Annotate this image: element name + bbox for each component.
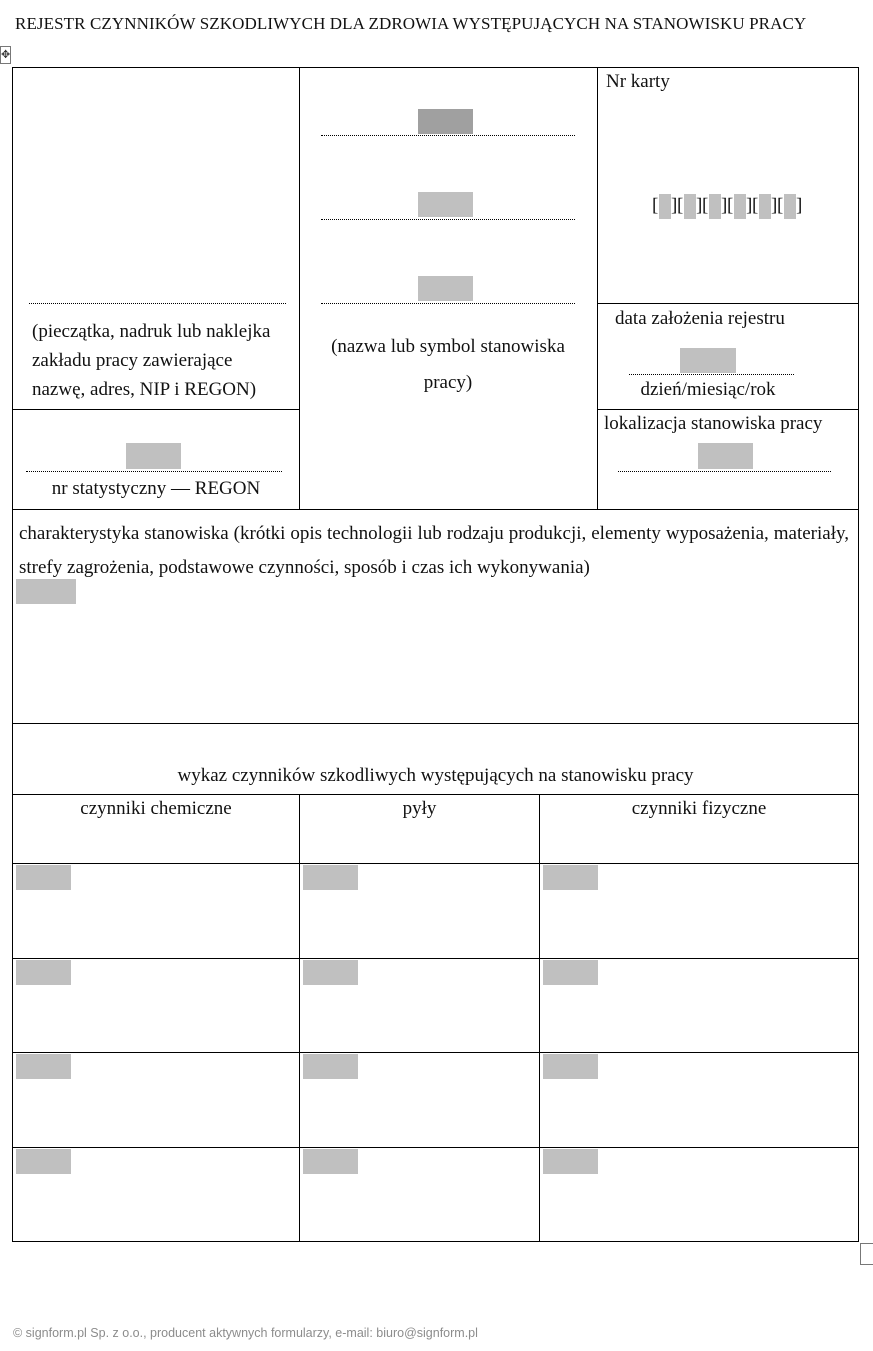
- table-border-colhead-bottom: [12, 863, 859, 864]
- card-bracket-open: [: [752, 195, 759, 216]
- card-number-digits: [652, 193, 812, 225]
- card-bracket-open: [: [702, 195, 709, 216]
- position-name-field-2[interactable]: [418, 192, 473, 217]
- column-header-chemical: czynniki chemiczne: [80, 798, 232, 819]
- table-border-row2-bottom: [12, 1052, 859, 1053]
- stamp-caption: (pieczątka, nadruk lub naklejka zakładu pracy zawierające nazwę, adres, NIP i REGON): [32, 321, 271, 400]
- table-border-left: [12, 67, 13, 1242]
- position-caption: (nazwa lub symbol stanowiska pracy): [331, 336, 565, 393]
- location-label: lokalizacja stanowiska pracy: [604, 413, 823, 434]
- card-digit-field-3[interactable]: [709, 194, 721, 219]
- location-field[interactable]: [698, 443, 753, 469]
- chemical-factor-field-1[interactable]: [16, 865, 71, 890]
- card-bracket-close: ]: [671, 195, 678, 216]
- column-header-physical: czynniki fizyczne: [631, 798, 767, 819]
- regon-caption: nr statystyczny — REGON: [51, 478, 261, 499]
- chemical-factor-field-3[interactable]: [16, 1054, 71, 1079]
- card-bracket-open: [: [677, 195, 684, 216]
- date-caption: dzień/miesiąc/rok: [640, 379, 776, 400]
- table-border-header-col2: [597, 67, 598, 510]
- physical-factor-field-1[interactable]: [543, 865, 598, 890]
- chemical-factor-field-2[interactable]: [16, 960, 71, 985]
- dust-factor-field-3[interactable]: [303, 1054, 358, 1079]
- regon-dotted-line: [26, 471, 282, 472]
- factors-heading: wykaz czynników szkodliwych występujących na stanowisku pracy: [177, 765, 694, 786]
- card-digit-field-5[interactable]: [759, 194, 771, 219]
- card-bracket-close: ]: [771, 195, 778, 216]
- location-dotted-line: [618, 471, 831, 472]
- position-dotted-line-3: [321, 303, 575, 304]
- table-border-factors-col2: [539, 794, 540, 1242]
- card-digit-field-1[interactable]: [659, 194, 671, 219]
- table-border-row3-bottom: [12, 1147, 859, 1148]
- footer-copyright: © signform.pl Sp. z o.o., producent aktywnych formularzy, e-mail: biuro@signform.pl: [13, 1326, 478, 1340]
- table-border-row1-bottom: [12, 958, 859, 959]
- date-label: data założenia rejestru: [615, 308, 785, 329]
- table-border-factors-col1: [299, 794, 300, 1242]
- date-field[interactable]: [680, 348, 736, 373]
- card-bracket-open: [: [652, 195, 659, 216]
- dust-factor-field-2[interactable]: [303, 960, 358, 985]
- physical-factor-field-4[interactable]: [543, 1149, 598, 1174]
- table-border-header-col1: [299, 67, 300, 510]
- card-bracket-close: ]: [721, 195, 728, 216]
- card-digit-field-6[interactable]: [784, 194, 796, 219]
- position-dotted-line-1: [321, 135, 575, 136]
- table-border-bottom: [12, 1241, 859, 1242]
- position-dotted-line-2: [321, 219, 575, 220]
- table-resize-handle[interactable]: [860, 1243, 873, 1265]
- position-name-field-3[interactable]: [418, 276, 473, 301]
- dust-factor-field-1[interactable]: [303, 865, 358, 890]
- characteristics-label: charakterystyka stanowiska (krótki opis technologii lub rodzaju produkcji, elementy wyposażenia, materiały, strefy zagrożenia, podstawowe czynności, sposób i czas ich wykonywania): [19, 523, 849, 578]
- move-cross-icon[interactable]: ✥: [0, 46, 11, 64]
- card-digit-field-2[interactable]: [684, 194, 696, 219]
- table-border-characteristics-bottom: [12, 723, 859, 724]
- stamp-dotted-line: [29, 303, 286, 304]
- document-title: REJESTR CZYNNIKÓW SZKODLIWYCH DLA ZDROWIA WYSTĘPUJĄCYCH NA STANOWISKU PRACY: [15, 14, 807, 33]
- card-bracket-close: ]: [746, 195, 753, 216]
- card-bracket-close: ]: [696, 195, 703, 216]
- card-number-label: Nr karty: [606, 71, 670, 92]
- physical-factor-field-3[interactable]: [543, 1054, 598, 1079]
- regon-field[interactable]: [126, 443, 181, 469]
- card-bracket-open: [: [727, 195, 734, 216]
- table-border-header-bottom: [12, 509, 859, 510]
- card-bracket-close: ]: [796, 195, 803, 216]
- column-header-dust: pyły: [402, 798, 437, 819]
- characteristics-field[interactable]: [16, 579, 76, 604]
- card-digit-field-4[interactable]: [734, 194, 746, 219]
- position-name-field-1[interactable]: [418, 109, 473, 134]
- dust-factor-field-4[interactable]: [303, 1149, 358, 1174]
- table-border-top: [12, 67, 859, 68]
- table-border-right: [858, 67, 859, 1242]
- physical-factor-field-2[interactable]: [543, 960, 598, 985]
- card-bracket-open: [: [777, 195, 784, 216]
- table-border-stamp-bottom: [12, 409, 300, 410]
- chemical-factor-field-4[interactable]: [16, 1149, 71, 1174]
